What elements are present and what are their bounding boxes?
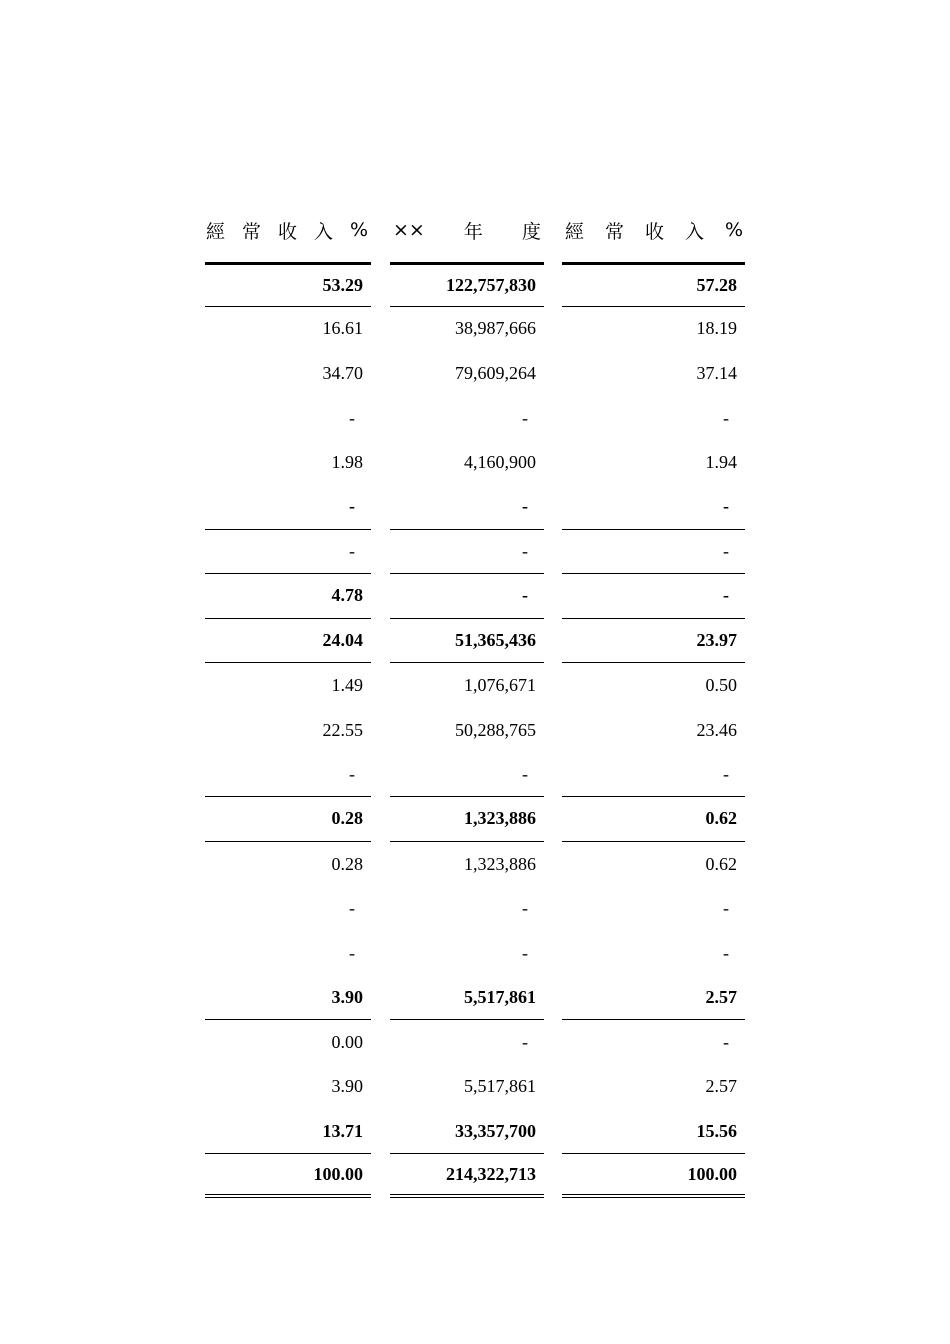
table-cell: 3.90 <box>331 1076 363 1097</box>
table-cell: 1,323,886 <box>464 853 536 874</box>
header-col1-percent-of-revenue <box>206 214 368 246</box>
table-cell: 0.62 <box>562 797 745 842</box>
header-col2-year <box>393 214 541 246</box>
header-char: 收 <box>277 220 297 243</box>
header-char: 入 <box>684 220 704 243</box>
header-char: ×× <box>393 219 425 241</box>
table-cell: - <box>522 1031 528 1052</box>
table-cell: - <box>723 407 729 428</box>
table-cell: - <box>390 574 544 619</box>
table-cell: - <box>522 942 528 963</box>
table-cell: - <box>723 1031 729 1052</box>
table-cell: - <box>522 898 528 919</box>
table-cell: 100.00 <box>205 1154 371 1199</box>
table-cell: - <box>390 530 544 575</box>
header-char: % <box>349 219 368 241</box>
column-amount <box>390 262 544 1198</box>
table-cell: 0.62 <box>705 853 737 874</box>
header-col3-percent-of-revenue <box>565 214 743 246</box>
table-cell: 37.14 <box>696 362 737 383</box>
table-cell: 53.29 <box>205 262 371 307</box>
table-cell: 79,609,264 <box>455 362 536 383</box>
header-char: 常 <box>241 220 261 243</box>
table-cell: 5,517,861 <box>390 976 544 1021</box>
table-cell: 50,288,765 <box>455 719 536 740</box>
table-cell: 0.28 <box>331 853 363 874</box>
table-cell: - <box>390 753 544 798</box>
table-cell: - <box>349 942 355 963</box>
table-cell: 15.56 <box>562 1109 745 1154</box>
table-cell: 4,160,900 <box>464 452 536 473</box>
table-cell: 13.71 <box>205 1109 371 1154</box>
table-cell: - <box>562 753 745 798</box>
header-char: 入 <box>313 220 333 243</box>
table-cell: 1,076,671 <box>464 675 536 696</box>
table-cell: - <box>562 530 745 575</box>
table-cell: 16.61 <box>322 318 363 339</box>
header-char: 常 <box>604 220 624 243</box>
table-cell: 122,757,830 <box>390 262 544 307</box>
header-char: 度 <box>521 220 541 243</box>
table-cell: - <box>522 407 528 428</box>
table-cell: 0.00 <box>331 1031 363 1052</box>
table-cell: - <box>205 530 371 575</box>
table-cell: - <box>723 898 729 919</box>
table-cell: 34.70 <box>322 362 363 383</box>
column-current-percent <box>562 262 745 1198</box>
table-cell: - <box>562 574 745 619</box>
table-cell: - <box>205 485 371 530</box>
table-cell: 100.00 <box>562 1154 745 1199</box>
table-cell: 38,987,666 <box>455 318 536 339</box>
table-cell: 2.57 <box>562 976 745 1021</box>
table-cell: 1.49 <box>331 675 363 696</box>
table-cell: 214,322,713 <box>390 1154 544 1199</box>
table-cell: 4.78 <box>205 574 371 619</box>
table-cell: - <box>349 407 355 428</box>
header-char: 年 <box>463 220 483 243</box>
table-cell: - <box>723 942 729 963</box>
table-cell: 23.46 <box>696 719 737 740</box>
header-char: 經 <box>565 220 585 243</box>
table-cell: 3.90 <box>205 976 371 1021</box>
header-char: 收 <box>644 220 664 243</box>
table-cell: - <box>390 485 544 530</box>
table-cell: 5,517,861 <box>464 1076 536 1097</box>
table-cell: 24.04 <box>205 619 371 664</box>
table-cell: 23.97 <box>562 619 745 664</box>
header-char: 經 <box>206 220 226 243</box>
table-cell: 18.19 <box>696 318 737 339</box>
table-cell: 2.57 <box>705 1076 737 1097</box>
table-cell: - <box>349 898 355 919</box>
table-cell: 1.98 <box>331 452 363 473</box>
table-cell: 22.55 <box>322 719 363 740</box>
table-cell: 1.94 <box>705 452 737 473</box>
table-cell: - <box>562 485 745 530</box>
table-cell: 33,357,700 <box>390 1109 544 1154</box>
table-cell: 1,323,886 <box>390 797 544 842</box>
table-cell: 57.28 <box>562 262 745 307</box>
column-prior-percent <box>205 262 371 1198</box>
table-cell: 0.28 <box>205 797 371 842</box>
table-cell: 0.50 <box>705 675 737 696</box>
header-char: % <box>724 219 743 241</box>
table-cell: 51,365,436 <box>390 619 544 664</box>
table-cell: - <box>205 753 371 798</box>
